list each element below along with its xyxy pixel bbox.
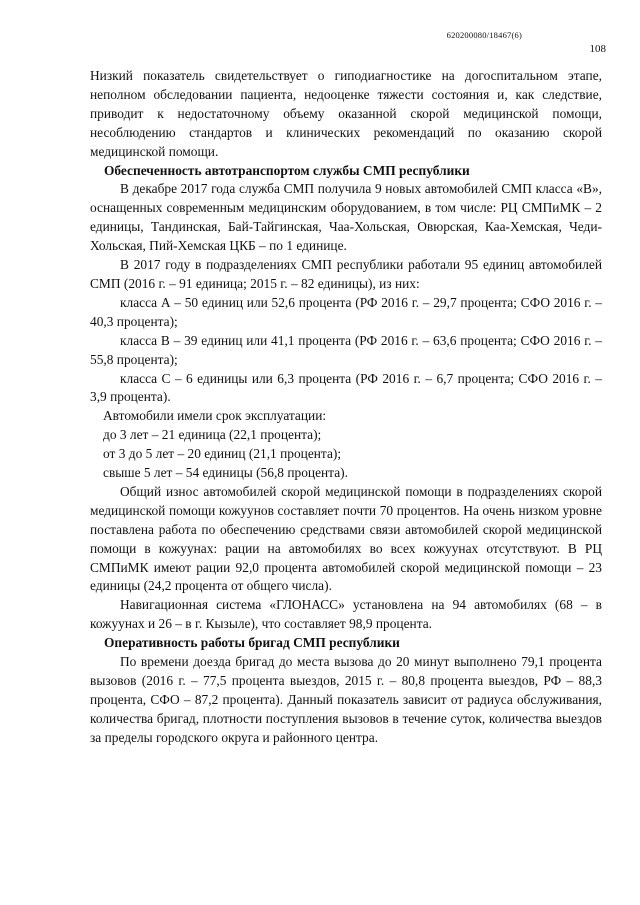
list-item-class-c: класса С – 6 единицы или 6,3 процента (РФ 2016 г. – 6,7 процента; СФО 2016 г. – 3,9 процента). <box>90 370 602 405</box>
list-item-term-3-to-5: от 3 до 5 лет – 20 единиц (21,1 процента); <box>103 446 342 462</box>
paragraph-fleet-total: В 2017 году в подразделениях СМП республики работали 95 единиц автомобилей СМП (2016 г. – 91 единица; 2015 г. – 82 единицы), из них: <box>90 257 602 291</box>
paragraph-diagnostics: Низкий показатель свидетельствует о гиподиагностике на догоспитальном этапе, неполном обследовании пациента, недооценке тяжести состояния и, как следствие, приводит к недостаточному объему оказанной скорой медицинской помощи, несоблюдению стандартов и клинических рекомендаций по оказанию скорой медицинской помощи. <box>90 68 602 159</box>
paragraph-glonass: Навигационная система «ГЛОНАСС» установлена на 94 автомобилях (68 – в кожуунах и 26 – в г. Кызыле), что составляет 98,9 процента. <box>90 597 602 632</box>
paragraph-arrival-time: По времени доезда бригад до места вызова до 20 минут выполнено 79,1 процента вызовов (2016 г. – 77,5 процента выездов, 2015 г. – 80,8 процента выездов, РФ – 88,3 процента, СФО – 87,2 процента). Данный показатель зависит от радиуса обслуживания, количества бригад, плотности поступления вызовов в течение суток, количества выездов за пределы городского округа и районного центра. <box>90 654 602 745</box>
list-item-term-over-5: свыше 5 лет – 54 единицы (56,8 процента). <box>103 465 348 481</box>
list-item-class-b: класса В – 39 единиц или 41,1 процента (РФ 2016 г. – 63,6 процента; СФО 2016 г. – 55,8 процента); <box>90 332 602 367</box>
document-code: 620200080/18467(6) <box>446 30 522 40</box>
paragraph-wear-and-radio: Общий износ автомобилей скорой медицинской помощи в подразделениях скорой медицинской помощи кожуунов составляет почти 70 процентов. На очень низком уровне поставлена работа по обеспечению средствами связи автомобилей скорой медицинской помощи в кожуунах: рации на автомобилях во всех кожуунах отсутствуют. В РЦ СМПиМК имеют рации 92,0 процента автомобилей скорой медицинской помощи – 23 единицы (24,2 процента от общего числа). <box>90 483 602 594</box>
section-heading-transport: Обеспеченность автотранспортом службы СМП республики <box>104 162 470 178</box>
section-heading-efficiency: Оперативность работы бригад СМП республики <box>104 635 400 651</box>
list-item-class-a: класса А – 50 единиц или 52,6 процента (РФ 2016 г. – 29,7 процента; СФО 2016 г. – 40,3 процента); <box>90 294 602 329</box>
paragraph-service-term: Автомобили имели срок эксплуатации: <box>103 408 327 424</box>
paragraph-new-vehicles: В декабре 2017 года служба СМП получила 9 новых автомобилей СМП класса «В», оснащенных современным медицинским оборудованием, в том числе: РЦ СМПиМК – 2 единицы, Тандинская, Бай-Тайгинская, Чаа-Хольская, Овюрская, Каа-Хемская, Чеди-Хольская, Пий-Хемская ЦКБ – по 1 единице. <box>90 181 602 254</box>
document-body <box>90 67 602 748</box>
list-item-term-under-3: до 3 лет – 21 единица (22,1 процента); <box>103 427 322 443</box>
page-number: 108 <box>589 43 606 55</box>
